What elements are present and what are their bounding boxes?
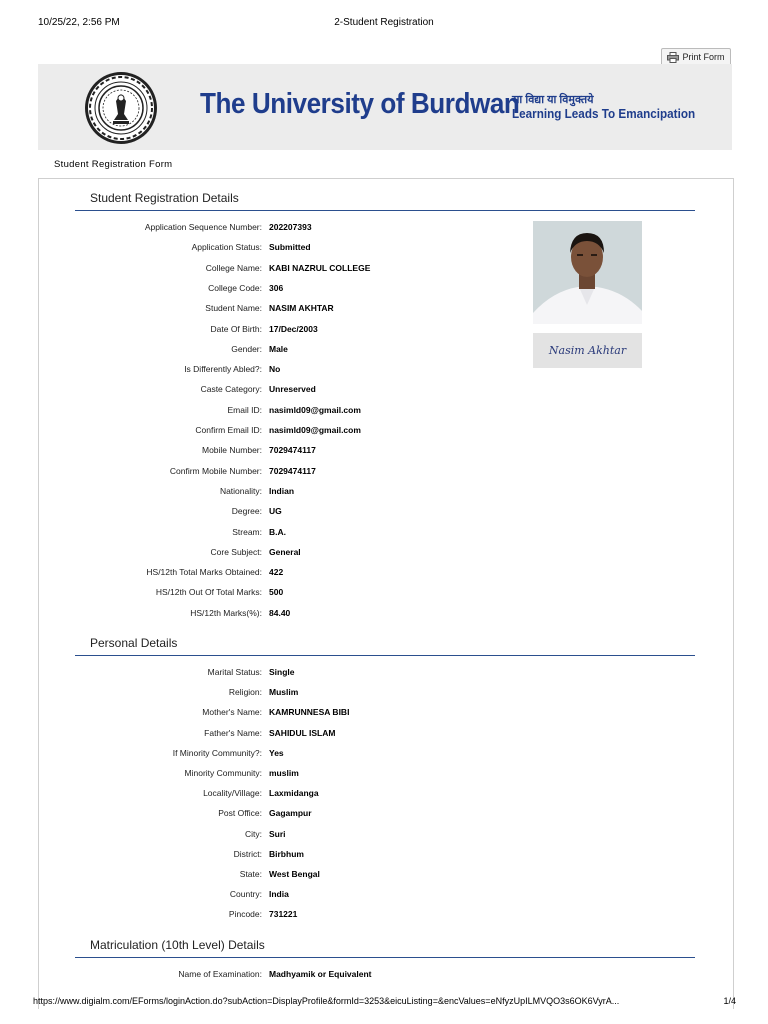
field-value: 17/Dec/2003 (269, 323, 318, 334)
field-value: 306 (269, 282, 284, 293)
field-row (60, 707, 480, 721)
field-row (60, 425, 480, 439)
field-value: SAHIDUL ISLAM (269, 727, 336, 738)
field-row (60, 829, 480, 843)
university-seal-logo (78, 70, 164, 146)
field-value: 500 (269, 587, 284, 598)
field-label: Pincode: (228, 909, 262, 920)
field-label: HS/12th Marks(%): (190, 607, 262, 618)
field-row (60, 687, 480, 701)
field-row (60, 808, 480, 822)
field-value: India (269, 889, 289, 900)
field-label: Nationality: (219, 485, 262, 496)
page-number: 1/4 (723, 996, 736, 1006)
field-value: Madhyamik or Equivalent (269, 969, 372, 979)
field-label: Application Status: (191, 242, 262, 253)
field-row (60, 263, 480, 277)
field-row (60, 283, 480, 297)
section-title-matriculation: Matriculation (10th Level) Details (90, 938, 265, 952)
page-url: https://www.digialm.com/EForms/loginAction.do?subAction=DisplayProfile&formId=3253&eicuListing=&encValues=eNfyzUpILMVQO3s6OK6VyrA... (33, 996, 620, 1006)
field-label: Email ID: (227, 404, 262, 415)
field-label: City: (245, 828, 262, 839)
field-row (60, 889, 480, 903)
field-label: Stream: (232, 526, 262, 537)
field-row (60, 364, 480, 378)
field-value: Single (269, 667, 295, 677)
university-name: The University of Burdwan (200, 88, 520, 120)
field-label: Mobile Number: (202, 445, 262, 456)
field-label: Date Of Birth: (210, 323, 262, 334)
field-value: KABI NAZRUL COLLEGE (269, 262, 371, 273)
field-value: Birbhum (269, 848, 304, 859)
field-row (60, 587, 480, 601)
form-caption: Student Registration Form (54, 159, 173, 170)
field-value: 7029474117 (269, 465, 316, 476)
field-row (60, 486, 480, 500)
field-label: HS/12th Out Of Total Marks: (155, 587, 262, 598)
field-value: muslim (269, 768, 299, 778)
field-value: 84.40 (269, 607, 291, 618)
field-row (60, 969, 480, 983)
field-value: Submitted (269, 242, 311, 253)
field-label: Locality/Village: (203, 788, 262, 799)
field-value: Gagampur (269, 808, 312, 819)
field-label: Caste Category: (200, 384, 262, 395)
print-header (38, 17, 730, 31)
field-value: No (269, 364, 281, 375)
field-row (60, 344, 480, 358)
section-divider (75, 210, 695, 211)
field-value: nasimld09@gmail.com (269, 425, 361, 435)
field-label: Application Sequence Number: (144, 222, 262, 232)
field-label: Father's Name: (204, 727, 262, 738)
field-row (60, 506, 480, 520)
field-row (60, 667, 480, 681)
field-label: State: (239, 869, 262, 879)
field-row (60, 466, 480, 480)
field-row (60, 445, 480, 459)
field-label: Name of Examination: (178, 969, 262, 979)
field-row (60, 608, 480, 622)
field-label: Minority Community: (184, 768, 262, 778)
field-value: Muslim (269, 687, 299, 698)
print-form-label: Print Form (682, 52, 725, 62)
field-label: Degree: (231, 506, 262, 517)
student-signature: Nasim Akhtar (533, 333, 642, 368)
field-value: Laxmidanga (269, 788, 319, 799)
field-row (60, 384, 480, 398)
field-value: Unreserved (269, 384, 316, 395)
field-row (60, 303, 480, 317)
university-motto (512, 94, 715, 121)
field-label: Core Subject: (210, 546, 262, 557)
field-label: HS/12th Total Marks Obtained: (146, 567, 262, 578)
field-label: Religion: (228, 687, 262, 698)
field-label: Marital Status: (207, 667, 262, 677)
print-title: 2-Student Registration (334, 17, 434, 28)
field-label: Mother's Name: (202, 707, 262, 718)
field-value: B.A. (269, 526, 286, 537)
section-divider (75, 957, 695, 958)
field-row (60, 788, 480, 802)
field-row (60, 748, 480, 762)
field-value: Male (269, 343, 288, 354)
field-value: 731221 (269, 909, 298, 920)
printer-icon (667, 52, 679, 63)
field-label: College Code: (208, 282, 262, 293)
section-title-registration: Student Registration Details (90, 191, 239, 205)
field-label: Confirm Mobile Number: (169, 465, 262, 476)
print-datetime: 10/25/22, 2:56 PM (38, 17, 120, 28)
field-value: NASIM AKHTAR (269, 303, 334, 314)
field-value: KAMRUNNESA BIBI (269, 707, 350, 718)
field-row (60, 567, 480, 581)
field-row (60, 242, 480, 256)
field-row (60, 849, 480, 863)
field-value: 202207393 (269, 222, 312, 232)
field-label: District: (233, 848, 262, 859)
field-row (60, 547, 480, 561)
field-label: Confirm Email ID: (195, 425, 262, 435)
field-row (60, 222, 480, 236)
field-value: Yes (269, 747, 284, 758)
field-value: General (269, 546, 301, 557)
field-label: Post Office: (218, 808, 262, 819)
field-row (60, 869, 480, 883)
field-value: Indian (269, 485, 295, 496)
field-label: Is Differently Abled?: (184, 364, 262, 375)
field-label: If Minority Community?: (172, 747, 262, 758)
motto-english: Learning Leads To Emancipation (512, 106, 696, 121)
field-label: Country: (229, 889, 262, 900)
student-photo (533, 221, 642, 324)
field-label: Gender: (231, 343, 262, 354)
motto-hindi: सा विद्या या विमुक्तये (512, 94, 594, 106)
section-title-personal: Personal Details (90, 636, 178, 650)
field-value: UG (269, 506, 282, 517)
field-value: 7029474117 (269, 445, 316, 456)
field-value: nasimld09@gmail.com (269, 404, 361, 415)
field-label: College Name: (205, 262, 262, 273)
field-row (60, 768, 480, 782)
section-divider (75, 655, 695, 656)
field-row (60, 527, 480, 541)
field-value: Suri (269, 828, 286, 839)
field-row (60, 324, 480, 338)
field-row (60, 728, 480, 742)
field-value: 422 (269, 567, 284, 578)
field-value: West Bengal (269, 869, 320, 879)
university-banner (38, 64, 732, 150)
field-row (60, 405, 480, 419)
field-row (60, 909, 480, 923)
field-label: Student Name: (205, 303, 262, 314)
